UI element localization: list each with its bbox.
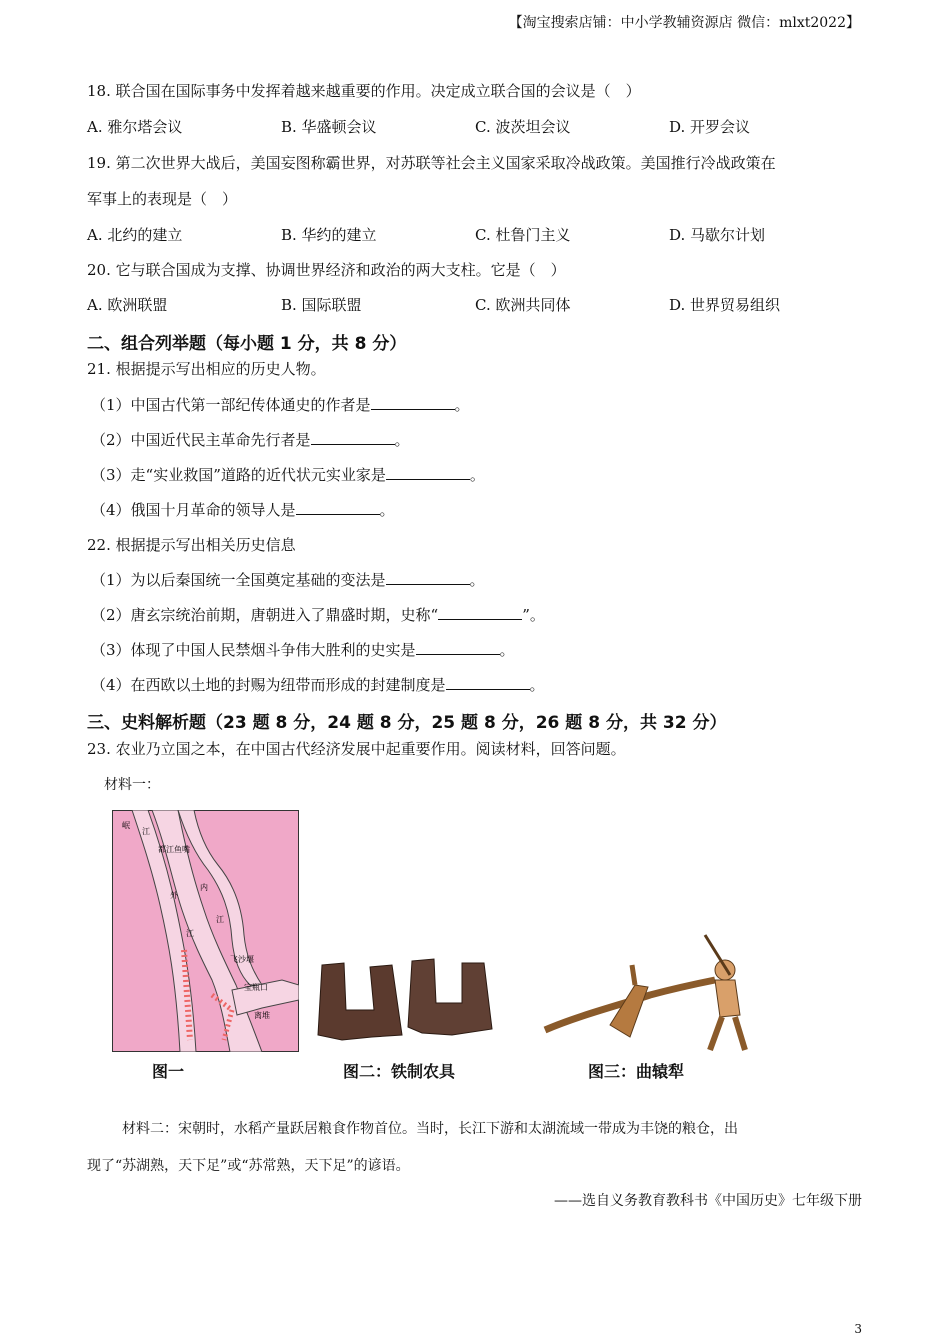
q21-item-3-end: 。 — [469, 466, 485, 484]
map-label-nei: 内 — [200, 883, 208, 892]
figure1-caption: 图一 — [152, 1062, 185, 1081]
answer-blank[interactable] — [416, 640, 500, 655]
curved-plough-image — [540, 925, 755, 1055]
q20-option-d: D. 世界贸易组织 — [669, 296, 781, 314]
q18-option-b: B. 华盛顿会议 — [281, 118, 377, 136]
q22-item-3-end: 。 — [499, 641, 515, 659]
material2-source: ——选自义务教育教科书《中国历史》七年级下册 — [554, 1193, 862, 1209]
q19-option-b: B. 华约的建立 — [281, 226, 377, 244]
q22-item-2-end: ”。 — [522, 606, 545, 624]
q22-item-1-end: 。 — [469, 571, 485, 589]
q18-option-c: C. 波茨坦会议 — [475, 118, 571, 136]
q20-option-a: A. 欧洲联盟 — [87, 296, 168, 314]
q19-option-a: A. 北约的建立 — [87, 226, 183, 244]
q22-item-3 — [91, 639, 515, 660]
dujiangyan-map — [112, 810, 299, 1052]
q22-item-3-text: （3）体现了中国人民禁烟斗争伟大胜利的史实是 — [91, 641, 416, 659]
q19-option-d: D. 马歇尔计划 — [669, 226, 766, 244]
q21-item-1 — [91, 394, 470, 415]
q18-option-d: D. 开罗会议 — [669, 118, 751, 136]
q21-item-4-text: （4）俄国十月革命的领导人是 — [91, 501, 296, 519]
q19-stem-line2: 军事上的表现是（ ） — [87, 190, 238, 208]
page-number: 3 — [854, 1322, 862, 1336]
map-label-jiang: 江 — [142, 827, 150, 836]
q20-stem: 20. 它与联合国成为支撑、协调世界经济和政治的两大支柱。它是（ ） — [87, 261, 566, 279]
q21-item-1-end: 。 — [454, 396, 470, 414]
q21-item-2-text: （2）中国近代民主革命先行者是 — [91, 431, 311, 449]
q22-item-1 — [91, 569, 485, 590]
q22-item-4-end: 。 — [529, 676, 545, 694]
q21-item-3 — [91, 464, 485, 485]
map-label-wai: 外 — [170, 891, 178, 900]
q21-stem: 21. 根据提示写出相应的历史人物。 — [87, 360, 326, 378]
q21-item-3-text: （3）走“实业救国”道路的近代状元实业家是 — [91, 466, 386, 484]
answer-blank[interactable] — [386, 465, 470, 480]
map-label-min: 岷 — [122, 821, 130, 830]
header-shop-note: 【淘宝搜索店铺：中小学教辅资源店 微信：mlxt2022】 — [508, 15, 860, 31]
answer-blank[interactable] — [386, 570, 470, 585]
material2-line1: 材料二：宋朝时，水稻产量跃居粮食作物首位。当时，长江下游和太湖流域一带成为丰饶的粮仓，出 — [122, 1121, 738, 1137]
map-label-jiang2: 江 — [216, 915, 224, 924]
answer-blank[interactable] — [296, 500, 380, 515]
answer-blank[interactable] — [438, 605, 522, 620]
q21-item-2 — [91, 429, 410, 450]
figure3-caption: 图三：曲辕犁 — [588, 1062, 685, 1081]
map-label-feisha: 飞沙堰 — [230, 955, 254, 964]
map-label-yuzui: 都江鱼嘴 — [158, 845, 190, 854]
material2-line2: 现了“苏湖熟，天下足”或“苏常熟，天下足”的谚语。 — [87, 1158, 410, 1174]
q21-item-1-text: （1）中国古代第一部纪传体通史的作者是 — [91, 396, 371, 414]
q21-item-4 — [91, 499, 395, 520]
q19-option-c: C. 杜鲁门主义 — [475, 226, 571, 244]
map-label-jiang3: 江 — [186, 929, 194, 938]
answer-blank[interactable] — [311, 430, 395, 445]
section3-title: 三、史料解析题（23 题 8 分，24 题 8 分，25 题 8 分，26 题 8 分，共 32 分） — [87, 713, 727, 733]
q21-item-2-end: 。 — [394, 431, 410, 449]
q21-item-4-end: 。 — [379, 501, 395, 519]
q18-stem: 18. 联合国在国际事务中发挥着越来越重要的作用。决定成立联合国的会议是（ ） — [87, 82, 641, 100]
answer-blank[interactable] — [446, 675, 530, 690]
q19-stem-line1: 19. 第二次世界大战后，美国妄图称霸世界，对苏联等社会主义国家采取冷战政策。美国推行冷战政策在 — [87, 154, 776, 172]
q22-item-1-text: （1）为以后秦国统一全国奠定基础的变法是 — [91, 571, 386, 589]
q20-option-c: C. 欧洲共同体 — [475, 296, 571, 314]
q18-option-a: A. 雅尔塔会议 — [87, 118, 183, 136]
answer-blank[interactable] — [371, 395, 455, 410]
q22-item-4 — [91, 674, 545, 695]
iron-tools-image — [312, 955, 497, 1045]
q22-item-4-text: （4）在西欧以土地的封赐为纽带而形成的封建制度是 — [91, 676, 446, 694]
q23-stem: 23. 农业乃立国之本，在中国古代经济发展中起重要作用。阅读材料，回答问题。 — [87, 740, 626, 758]
q22-stem: 22. 根据提示写出相关历史信息 — [87, 536, 296, 554]
q22-item-2 — [91, 604, 545, 625]
map-label-baoping: 宝瓶口 — [244, 983, 268, 992]
q22-item-2-text: （2）唐玄宗统治前期，唐朝进入了鼎盛时期，史称“ — [91, 606, 439, 624]
section2-title: 二、组合列举题（每小题 1 分，共 8 分） — [87, 334, 407, 354]
figure2-caption: 图二：铁制农具 — [343, 1062, 456, 1081]
q20-option-b: B. 国际联盟 — [281, 296, 362, 314]
map-label-lidui: 离堆 — [254, 1011, 270, 1020]
material1-label: 材料一： — [104, 777, 160, 793]
